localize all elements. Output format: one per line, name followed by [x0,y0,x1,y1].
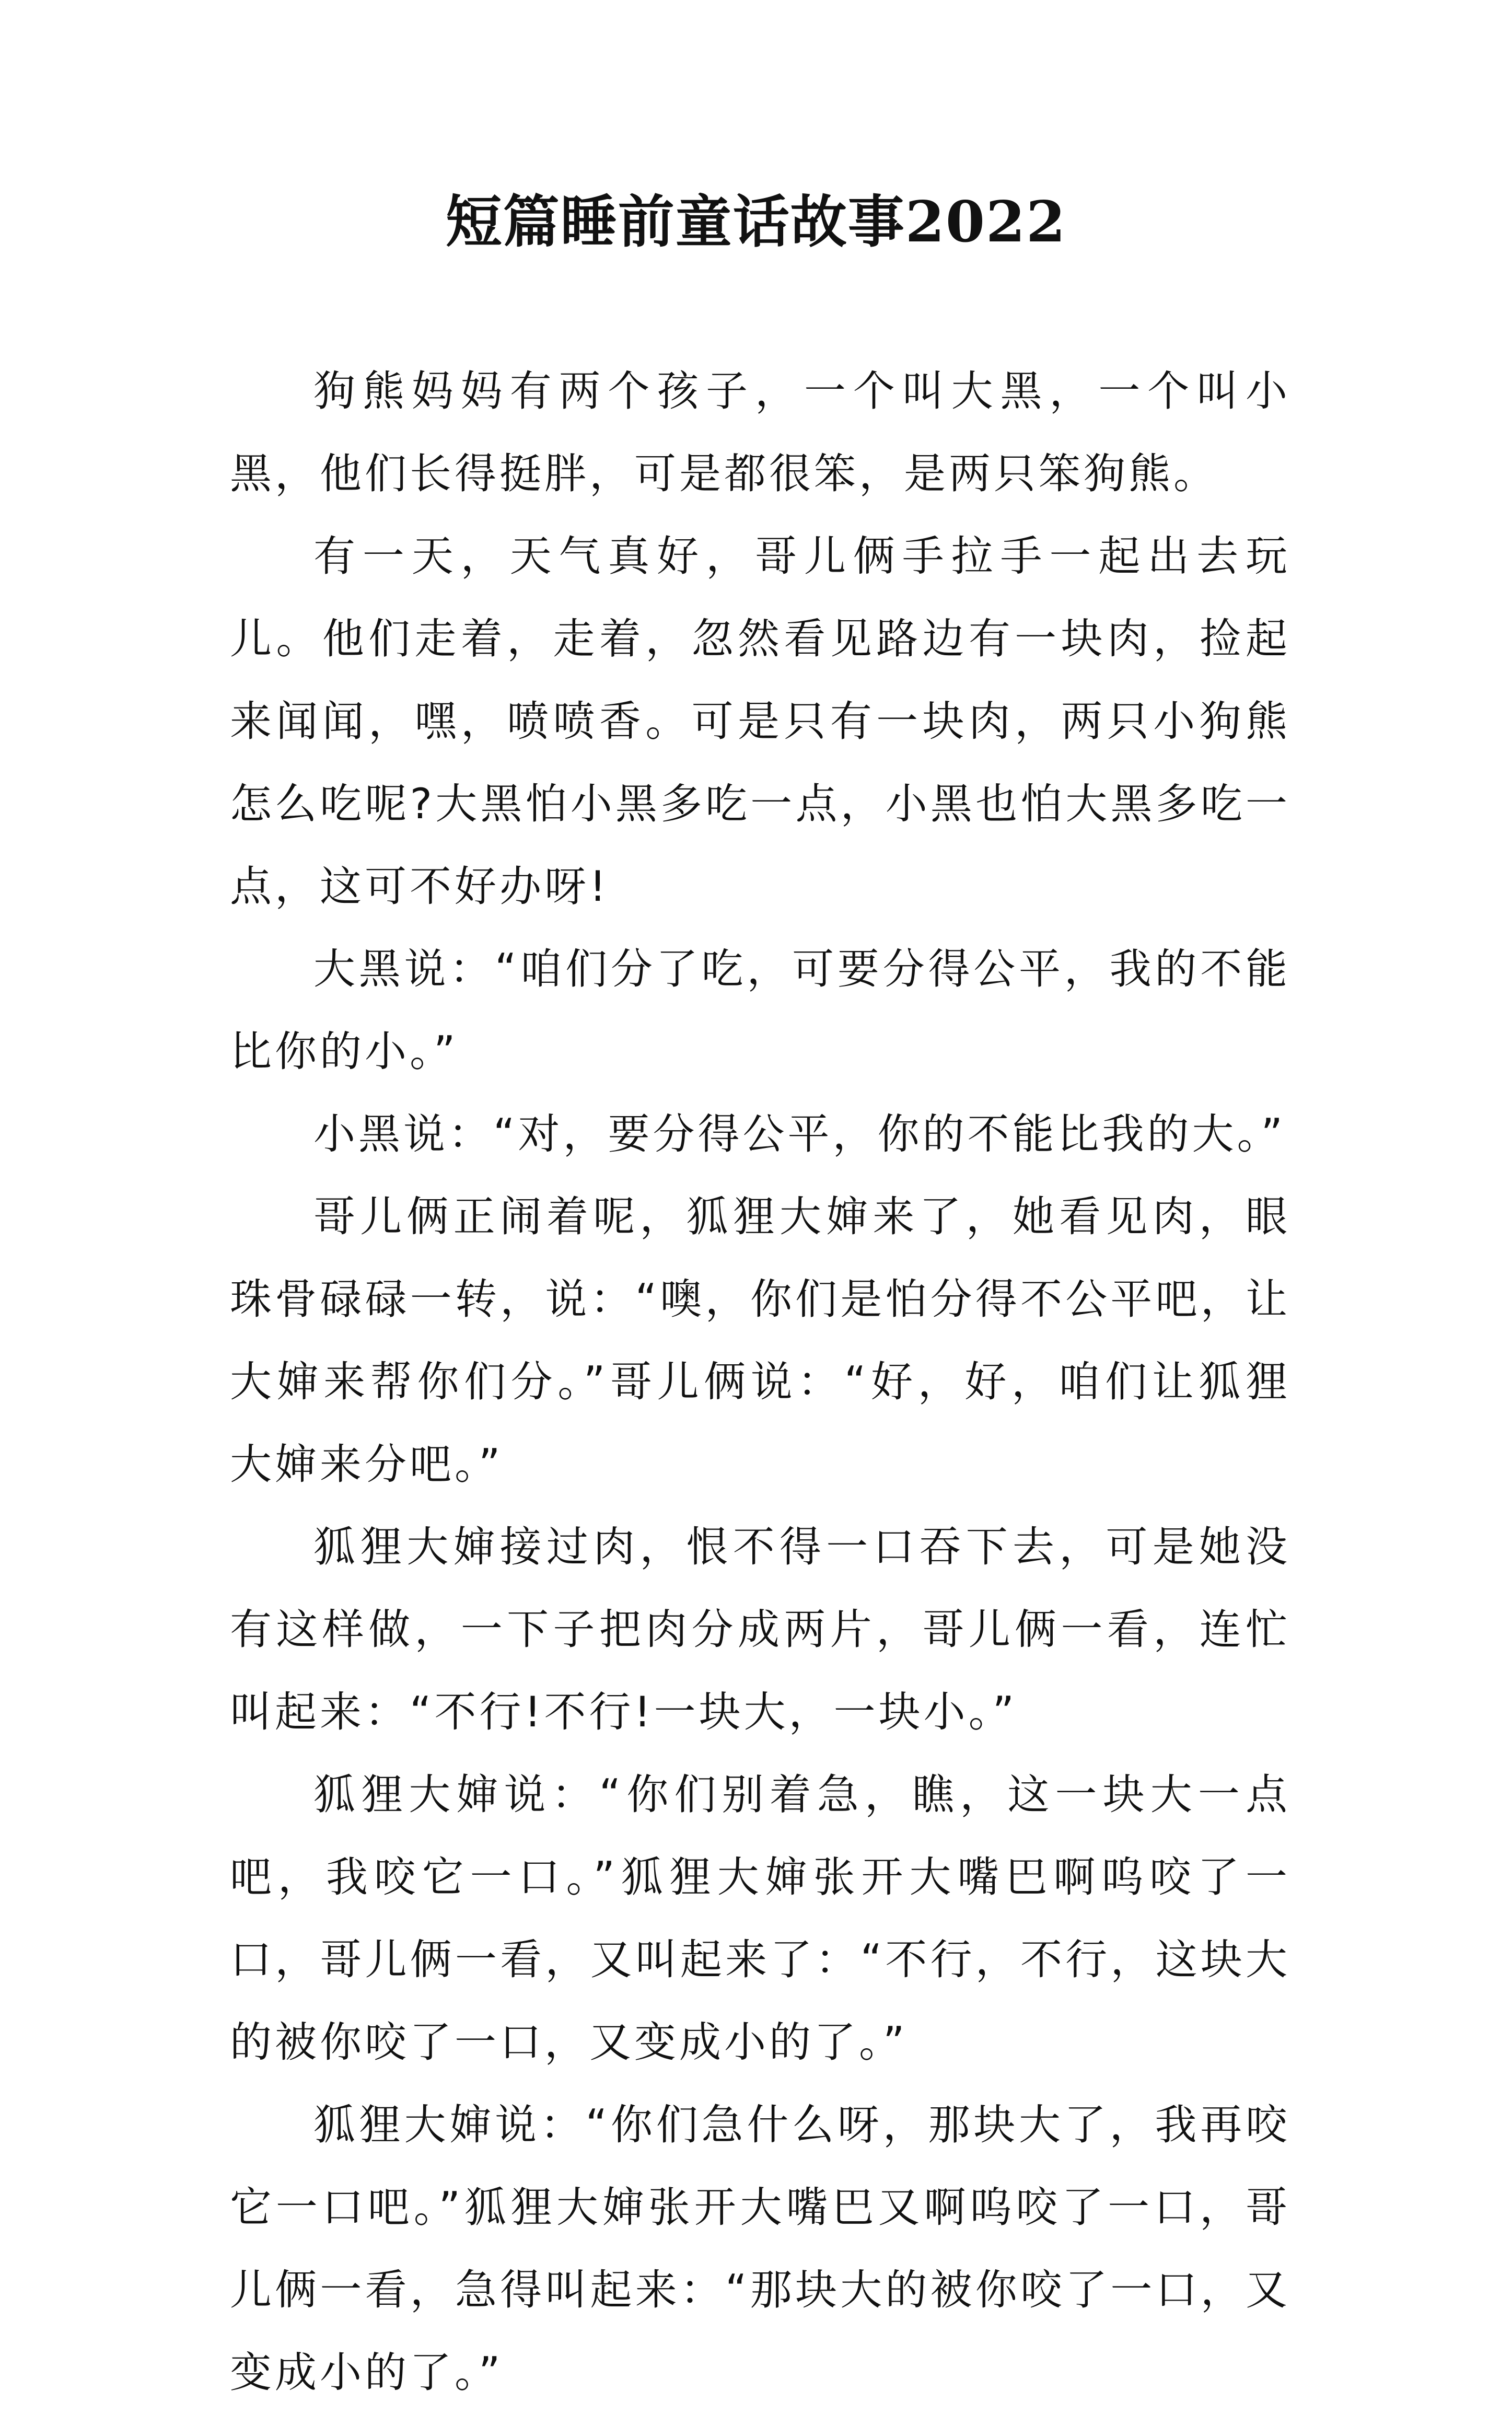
paragraph-5: 哥儿俩正闹着呢，狐狸大婶来了，她看见肉，眼珠骨碌碌一转，说：“噢，你们是怕分得不公平吧，让大婶来帮你们分。”哥儿俩说：“好，好，咱们让狐狸大婶来分吧。” [230,1192,1290,1489]
document-title: 短篇睡前童话故事2022 [445,189,1067,255]
paragraph-8: 狐狸大婶说：“你们急什么呀，那块大了，我再咬它一口吧。”狐狸大婶张开大嘴巴又啊呜咬了一口，哥儿俩一看，急得叫起来：“那块大的被你咬了一口，又变成小的了。” [230,2100,1290,2397]
paragraph-2: 有一天，天气真好，哥儿俩手拉手一起出去玩儿。他们走着，走着，忽然看见路边有一块肉，捡起来闻闻，嘿，喷喷香。可是只有一块肉，两只小狗熊怎么吃呢?大黑怕小黑多吃一点，小黑也怕大黑多吃一点，这可不好办呀! [230,532,1290,911]
document-body [230,350,1290,2414]
paragraph-4: 小黑说：“对，要分得公平，你的不能比我的大。” [313,1110,1286,1158]
paragraph-3: 大黑说：“咱们分了吃，可要分得公平，我的不能比你的小。” [230,945,1290,1076]
paragraph-6: 狐狸大婶接过肉，恨不得一口吞下去，可是她没有这样做，一下子把肉分成两片，哥儿俩一看，连忙叫起来：“不行!不行!一块大，一块小。” [230,1523,1290,1736]
paragraph-7: 狐狸大婶说：“你们别着急，瞧，这一块大一点吧，我咬它一口。”狐狸大婶张开大嘴巴啊呜咬了一口，哥儿俩一看，又叫起来了：“不行，不行，这块大的被你咬了一口，又变成小的了。” [230,1770,1290,2067]
paragraph-1: 狗熊妈妈有两个孩子，一个叫大黑，一个叫小黑，他们长得挺胖，可是都很笨，是两只笨狗熊。 [230,367,1290,498]
